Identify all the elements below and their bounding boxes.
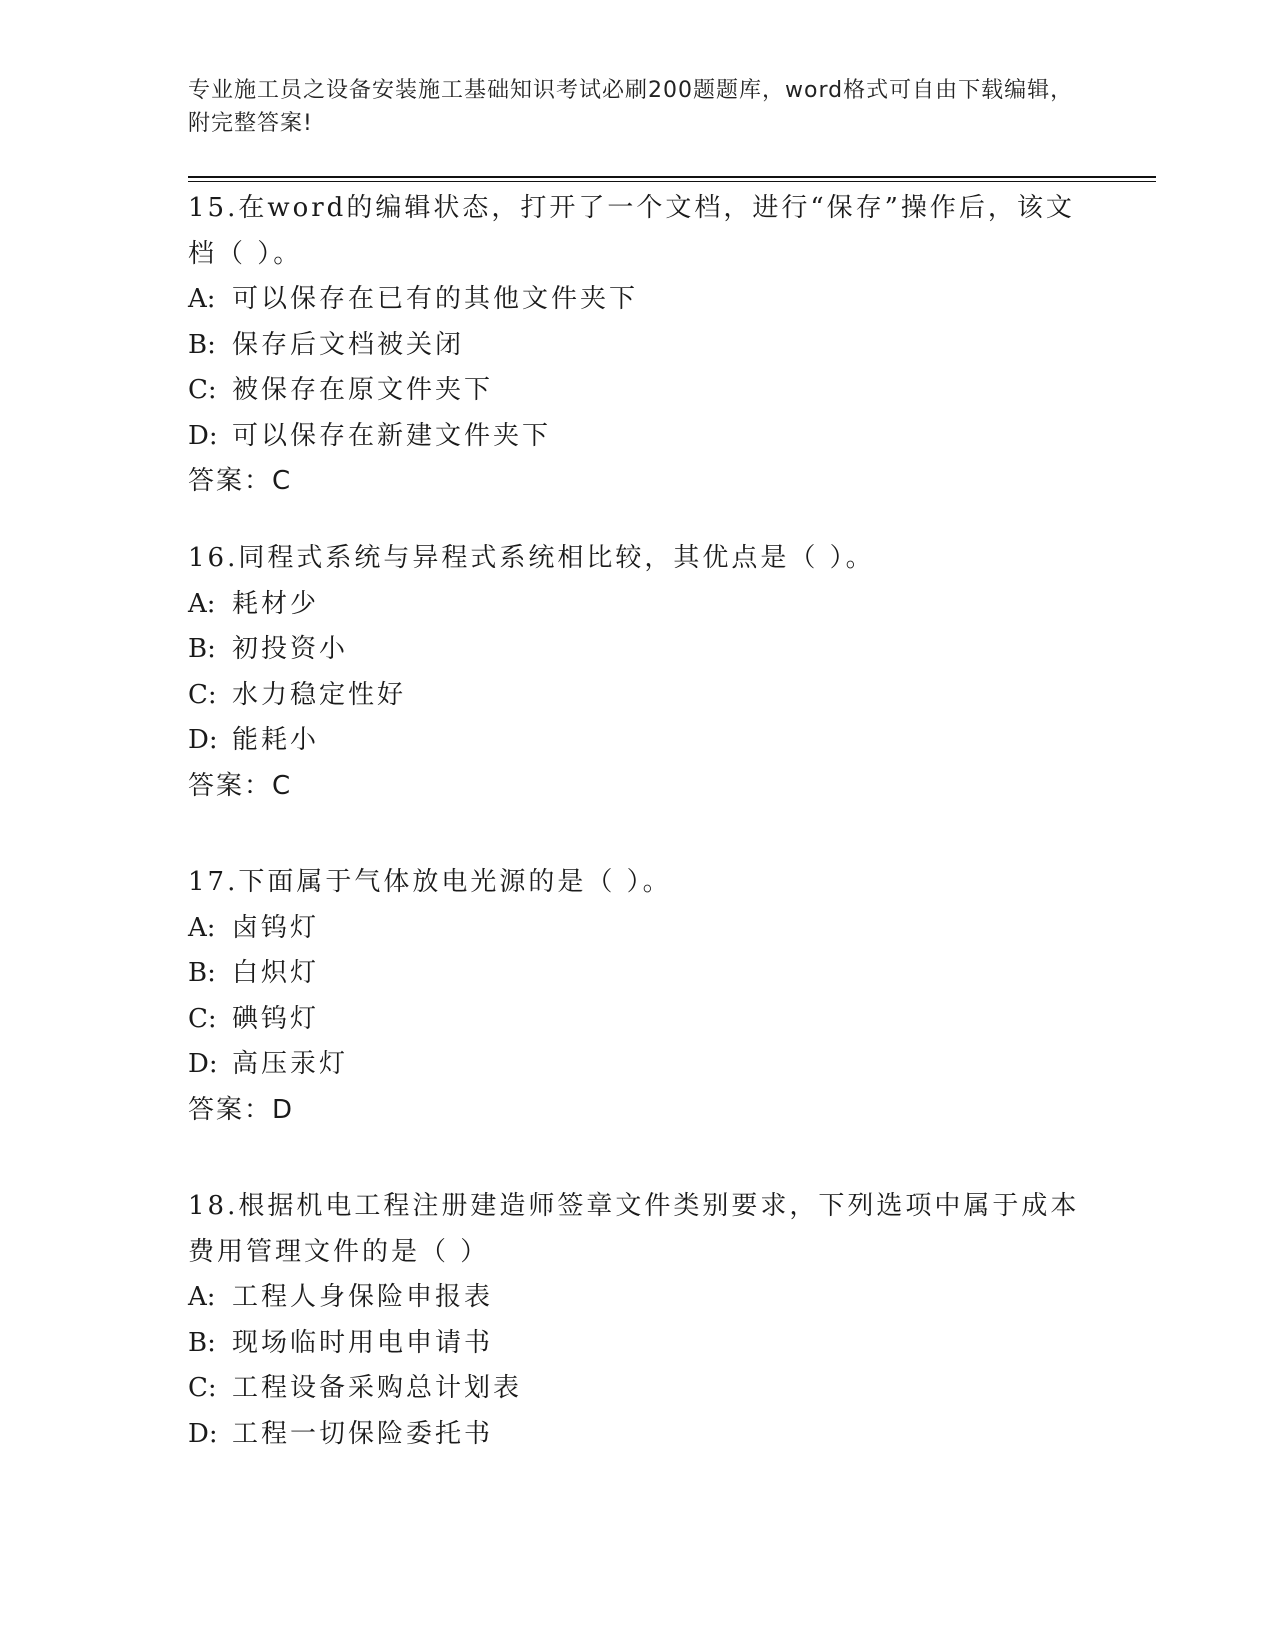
option-c	[188, 997, 1088, 1043]
option-d	[188, 1042, 1088, 1088]
option-text: 工程人身保险申报表	[232, 1282, 494, 1312]
question-17	[188, 860, 1088, 1133]
question-stem: 17.下面属于气体放电光源的是（ ）。	[188, 867, 672, 897]
option-text: 卤钨灯	[232, 912, 320, 943]
option-text: 被保存在原文件夹下	[232, 375, 494, 405]
option-letter: D:	[188, 725, 218, 755]
option-text: 耗材少	[232, 588, 320, 619]
question-stem: 16.同程式系统与异程式系统相比较，其优点是（ ）。	[188, 543, 875, 573]
option-text: 可以保存在新建文件夹下	[232, 420, 552, 451]
option-letter: B:	[188, 958, 216, 988]
option-b	[188, 627, 1088, 673]
option-text: 高压汞灯	[232, 1049, 349, 1079]
option-letter: B:	[188, 329, 216, 360]
header-divider-thin	[188, 181, 1156, 182]
option-letter: D:	[188, 420, 218, 451]
option-c	[188, 673, 1088, 719]
option-letter: B:	[188, 634, 216, 664]
answer: 答案：D	[188, 1094, 295, 1125]
option-text: 能耗小	[232, 725, 320, 755]
option-a	[188, 1275, 1088, 1321]
option-c	[188, 368, 1088, 414]
option-letter: A:	[188, 1282, 216, 1312]
option-letter: A:	[188, 912, 216, 943]
option-text: 碘钨灯	[232, 1003, 320, 1034]
question-15	[188, 186, 1088, 505]
option-letter: A:	[188, 284, 216, 314]
answer: 答案：C	[188, 770, 293, 801]
option-text: 工程一切保险委托书	[232, 1418, 494, 1449]
option-letter: C:	[188, 1373, 217, 1403]
document-header: 专业施工员之设备安装施工基础知识考试必刷200题题库，word格式可自由下载编辑，附完整答案!	[188, 78, 1074, 136]
option-c	[188, 1366, 1088, 1412]
option-text: 水力稳定性好	[232, 679, 407, 710]
option-text: 现场临时用电申请书	[232, 1327, 494, 1358]
option-letter: C:	[188, 1003, 217, 1034]
option-text: 初投资小	[232, 634, 349, 664]
option-a	[188, 277, 1088, 323]
header-divider-thick	[188, 176, 1156, 178]
answer: 答案：C	[188, 466, 293, 496]
option-b	[188, 951, 1088, 997]
option-a	[188, 906, 1088, 952]
option-text: 保存后文档被关闭	[232, 329, 465, 360]
question-stem: 15.在word的编辑状态，打开了一个文档，进行“保存”操作后，该文档（ ）。	[188, 193, 1075, 269]
option-a	[188, 582, 1088, 628]
question-18	[188, 1184, 1088, 1457]
question-16	[188, 536, 1088, 809]
option-d	[188, 414, 1088, 460]
option-letter: C:	[188, 679, 217, 710]
option-text: 可以保存在已有的其他文件夹下	[232, 284, 639, 314]
option-d	[188, 1412, 1088, 1458]
option-b	[188, 323, 1088, 369]
option-d	[188, 718, 1088, 764]
option-letter: D:	[188, 1418, 218, 1449]
option-letter: C:	[188, 375, 217, 405]
option-letter: D:	[188, 1049, 218, 1079]
option-b	[188, 1321, 1088, 1367]
question-stem: 18.根据机电工程注册建造师签章文件类别要求，下列选项中属于成本费用管理文件的是（ ）	[188, 1191, 1080, 1267]
option-text: 白炽灯	[232, 958, 320, 988]
option-letter: B:	[188, 1327, 216, 1358]
option-text: 工程设备采购总计划表	[232, 1373, 523, 1403]
option-letter: A:	[188, 588, 216, 619]
